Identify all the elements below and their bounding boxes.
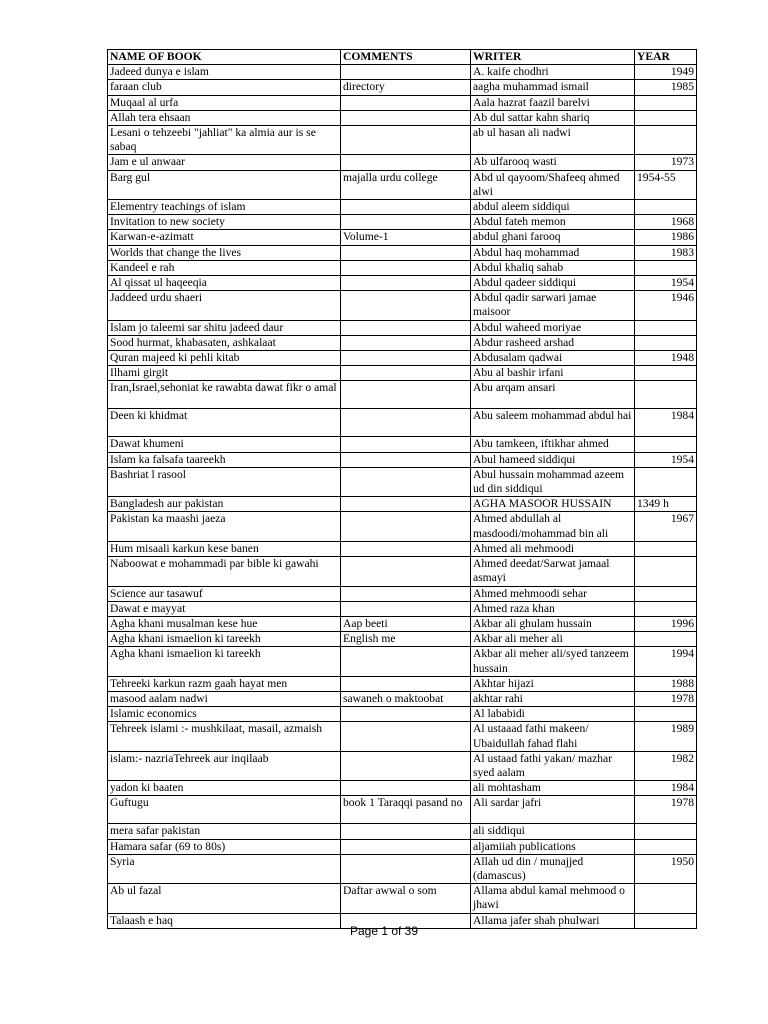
year-cell — [635, 110, 697, 125]
book-name-cell: Dawat e mayyat — [108, 601, 341, 616]
table-row — [108, 884, 697, 913]
year-cell — [635, 601, 697, 616]
table-row — [108, 601, 697, 616]
year-cell — [635, 884, 697, 913]
year-cell — [635, 320, 697, 335]
book-name-cell: Ab ul fazal — [108, 884, 341, 913]
comments-cell — [341, 437, 471, 452]
writer-cell: Abdul waheed moriyae — [471, 320, 635, 335]
year-cell: 1948 — [635, 351, 697, 366]
comments-cell — [341, 320, 471, 335]
book-name-cell: Pakistan ka maashi jaeza — [108, 512, 341, 541]
table-row — [108, 409, 697, 437]
book-name-cell: Barg gul — [108, 170, 341, 199]
page-number: Page 1 of 39 — [349, 924, 419, 938]
comments-cell — [341, 541, 471, 556]
writer-cell: ali mohtasham — [471, 781, 635, 796]
book-name-cell: Tehreeki karkun razm gaah hayat men — [108, 676, 341, 691]
table-row — [108, 632, 697, 647]
comments-cell: sawaneh o maktoobat — [341, 691, 471, 706]
writer-cell: Al lababidi — [471, 707, 635, 722]
table-row — [108, 707, 697, 722]
writer-cell: Abdul qadeer siddiqui — [471, 276, 635, 291]
book-name-cell: Naboowat e mohammadi par bible ki gawahi — [108, 557, 341, 586]
writer-cell: Allah ud din / munajjed (damascus) — [471, 854, 635, 883]
book-name-cell: faraan club — [108, 80, 341, 95]
writer-cell: Abdul qadir sarwari jamae maisoor — [471, 291, 635, 320]
table-row — [108, 126, 697, 155]
comments-cell — [341, 215, 471, 230]
year-cell: 1954 — [635, 452, 697, 467]
year-cell: 1983 — [635, 245, 697, 260]
comments-cell — [341, 781, 471, 796]
year-cell: 1984 — [635, 781, 697, 796]
book-name-cell: Hum misaali karkun kese banen — [108, 541, 341, 556]
year-cell: 1988 — [635, 676, 697, 691]
comments-cell — [341, 467, 471, 496]
year-cell: 1986 — [635, 230, 697, 245]
book-name-cell: Lesani o tehzeebi "jahliat" ka almia aur is se sabaq — [108, 126, 341, 155]
year-cell: 1989 — [635, 722, 697, 751]
table-row — [108, 467, 697, 496]
table-row — [108, 557, 697, 586]
book-name-cell: Hamara safar (69 to 80s) — [108, 839, 341, 854]
book-name-cell: mera safar pakistan — [108, 824, 341, 839]
table-row — [108, 351, 697, 366]
writer-cell: abdul ghani farooq — [471, 230, 635, 245]
table-row — [108, 276, 697, 291]
table-row — [108, 497, 697, 512]
table-row — [108, 335, 697, 350]
table-row — [108, 215, 697, 230]
writer-cell: Abdusalam qadwai — [471, 351, 635, 366]
comments-cell — [341, 291, 471, 320]
year-cell: 1973 — [635, 155, 697, 170]
year-cell: 1954-55 — [635, 170, 697, 199]
book-name-cell: Ilhami girgit — [108, 366, 341, 381]
book-name-cell: Guftugu — [108, 796, 341, 824]
writer-cell: A. kaife chodhri — [471, 65, 635, 80]
comments-cell — [341, 351, 471, 366]
comments-cell — [341, 601, 471, 616]
book-name-cell: Science aur tasawuf — [108, 586, 341, 601]
table-row — [108, 437, 697, 452]
table-row — [108, 95, 697, 110]
comments-cell — [341, 260, 471, 275]
year-cell — [635, 95, 697, 110]
writer-cell: AGHA MASOOR HUSSAIN — [471, 497, 635, 512]
table-row — [108, 291, 697, 320]
table-row — [108, 722, 697, 751]
year-cell: 1984 — [635, 409, 697, 437]
year-cell: 1946 — [635, 291, 697, 320]
table-row — [108, 320, 697, 335]
table-row — [108, 170, 697, 199]
book-name-cell: Bangladesh aur pakistan — [108, 497, 341, 512]
comments-cell: Daftar awwal o som — [341, 884, 471, 913]
year-cell — [635, 632, 697, 647]
year-cell: 1950 — [635, 854, 697, 883]
book-name-cell: Deen ki khidmat — [108, 409, 341, 437]
year-cell — [635, 437, 697, 452]
book-table — [107, 49, 697, 929]
book-name-cell: Jadeed dunya e islam — [108, 65, 341, 80]
writer-cell: aljamiiah publications — [471, 839, 635, 854]
year-cell — [635, 366, 697, 381]
comments-cell — [341, 452, 471, 467]
writer-cell: Ab dul sattar kahn shariq — [471, 110, 635, 125]
writer-cell: Abd ul qayoom/Shafeeq ahmed alwi — [471, 170, 635, 199]
book-name-cell: Jaddeed urdu shaeri — [108, 291, 341, 320]
book-name-cell: Tehreek islami :- mushkilaat, masail, azmaish — [108, 722, 341, 751]
comments-cell — [341, 839, 471, 854]
year-cell — [635, 586, 697, 601]
book-name-cell: Karwan-e-azimatt — [108, 230, 341, 245]
writer-cell: Al ustaad fathi yakan/ mazhar syed aalam — [471, 751, 635, 780]
year-cell — [635, 200, 697, 215]
book-name-cell: masood aalam nadwi — [108, 691, 341, 706]
comments-cell — [341, 245, 471, 260]
book-name-cell: Talaash e haq — [108, 913, 341, 928]
book-name-cell: islam:- nazriaTehreek aur inqilaab — [108, 751, 341, 780]
writer-cell: Akbar ali meher ali — [471, 632, 635, 647]
year-cell — [635, 381, 697, 409]
writer-cell: Allama abdul kamal mehmood o jhawi — [471, 884, 635, 913]
table-header-row — [108, 50, 697, 65]
table-row — [108, 200, 697, 215]
year-cell: 1978 — [635, 796, 697, 824]
writer-cell: Abu arqam ansari — [471, 381, 635, 409]
writer-cell: ali siddiqui — [471, 824, 635, 839]
comments-cell: Aap beeti — [341, 616, 471, 631]
writer-cell: abdul aleem siddiqui — [471, 200, 635, 215]
comments-cell — [341, 647, 471, 676]
year-cell: 1967 — [635, 512, 697, 541]
book-name-cell: Dawat khumeni — [108, 437, 341, 452]
comments-cell — [341, 155, 471, 170]
table-row — [108, 541, 697, 556]
year-cell: 1949 — [635, 65, 697, 80]
table-row — [108, 245, 697, 260]
table-row — [108, 230, 697, 245]
writer-cell: Abul hussain mohammad azeem ud din siddiqui — [471, 467, 635, 496]
table-row — [108, 854, 697, 883]
year-cell — [635, 707, 697, 722]
year-cell: 1349 h — [635, 497, 697, 512]
year-cell: 1982 — [635, 751, 697, 780]
table-row — [108, 512, 697, 541]
writer-cell: Aala hazrat faazil barelvi — [471, 95, 635, 110]
comments-cell: Volume-1 — [341, 230, 471, 245]
year-cell — [635, 467, 697, 496]
comments-cell: directory — [341, 80, 471, 95]
book-name-cell: Agha khani ismaelion ki tareekh — [108, 632, 341, 647]
writer-cell: Akbar ali meher ali/syed tanzeem hussain — [471, 647, 635, 676]
comments-cell — [341, 409, 471, 437]
book-name-cell: Jam e ul anwaar — [108, 155, 341, 170]
year-cell: 1978 — [635, 691, 697, 706]
book-name-cell: Worlds that change the lives — [108, 245, 341, 260]
comments-cell — [341, 824, 471, 839]
writer-cell: Abdul fateh memon — [471, 215, 635, 230]
header-writer: WRITER — [471, 50, 635, 65]
writer-cell: Abdul haq mohammad — [471, 245, 635, 260]
table-body — [108, 50, 697, 929]
book-name-cell: Invitation to new society — [108, 215, 341, 230]
book-name-cell: Bashriat l rasool — [108, 467, 341, 496]
book-name-cell: Sood hurmat, khabasaten, ashkalaat — [108, 335, 341, 350]
book-name-cell: Islamic economics — [108, 707, 341, 722]
writer-cell: Abdul khaliq sahab — [471, 260, 635, 275]
header-year: YEAR — [635, 50, 697, 65]
writer-cell: ab ul hasan ali nadwi — [471, 126, 635, 155]
book-name-cell: Quran majeed ki pehli kitab — [108, 351, 341, 366]
comments-cell — [341, 200, 471, 215]
table-row — [108, 452, 697, 467]
year-cell: 1985 — [635, 80, 697, 95]
writer-cell: Ab ulfarooq wasti — [471, 155, 635, 170]
table-row — [108, 676, 697, 691]
book-name-cell: Agha khani musalman kese hue — [108, 616, 341, 631]
comments-cell: book 1 Taraqqi pasand no — [341, 796, 471, 824]
year-cell: 1954 — [635, 276, 697, 291]
writer-cell: Akbar ali ghulam hussain — [471, 616, 635, 631]
writer-cell: aagha muhammad ismail — [471, 80, 635, 95]
writer-cell: Ahmed abdullah al masdoodi/mohammad bin ali — [471, 512, 635, 541]
writer-cell: Allama jafer shah phulwari — [471, 913, 635, 928]
header-comments: COMMENTS — [341, 50, 471, 65]
book-name-cell: Allah tera ehsaan — [108, 110, 341, 125]
table-row — [108, 260, 697, 275]
book-name-cell: Syria — [108, 854, 341, 883]
table-row — [108, 155, 697, 170]
table-row — [108, 796, 697, 824]
writer-cell: akhtar rahi — [471, 691, 635, 706]
writer-cell: Ahmed mehmoodi sehar — [471, 586, 635, 601]
writer-cell: Akhtar hijazi — [471, 676, 635, 691]
writer-cell: Abul hameed siddiqui — [471, 452, 635, 467]
table-row — [108, 65, 697, 80]
comments-cell — [341, 676, 471, 691]
table-row — [108, 839, 697, 854]
year-cell: 1968 — [635, 215, 697, 230]
year-cell — [635, 557, 697, 586]
writer-cell: Abu saleem mohammad abdul hai — [471, 409, 635, 437]
comments-cell — [341, 366, 471, 381]
book-name-cell: Al qissat ul haqeeqia — [108, 276, 341, 291]
comments-cell — [341, 512, 471, 541]
header-name-of-book: NAME OF BOOK — [108, 50, 341, 65]
table-row — [108, 616, 697, 631]
year-cell — [635, 335, 697, 350]
year-cell — [635, 839, 697, 854]
table-row — [108, 781, 697, 796]
book-name-cell: yadon ki baaten — [108, 781, 341, 796]
table-row — [108, 824, 697, 839]
year-cell: 1996 — [635, 616, 697, 631]
comments-cell — [341, 497, 471, 512]
table-row — [108, 381, 697, 409]
year-cell — [635, 126, 697, 155]
year-cell: 1994 — [635, 647, 697, 676]
writer-cell: Abu al bashir irfani — [471, 366, 635, 381]
book-name-cell: Agha khani ismaelion ki tareekh — [108, 647, 341, 676]
writer-cell: Ali sardar jafri — [471, 796, 635, 824]
comments-cell — [341, 110, 471, 125]
comments-cell — [341, 95, 471, 110]
comments-cell — [341, 557, 471, 586]
writer-cell: Ahmed ali mehmoodi — [471, 541, 635, 556]
table-row — [108, 751, 697, 780]
comments-cell — [341, 381, 471, 409]
comments-cell — [341, 65, 471, 80]
comments-cell — [341, 854, 471, 883]
table-row — [108, 647, 697, 676]
writer-cell: Abdur rasheed arshad — [471, 335, 635, 350]
year-cell — [635, 824, 697, 839]
book-name-cell: Kandeel e rah — [108, 260, 341, 275]
table-row — [108, 586, 697, 601]
table-row — [108, 691, 697, 706]
writer-cell: Ahmed deedat/Sarwat jamaal asmayi — [471, 557, 635, 586]
comments-cell: majalla urdu college — [341, 170, 471, 199]
comments-cell — [341, 126, 471, 155]
book-name-cell: Elementry teachings of islam — [108, 200, 341, 215]
comments-cell — [341, 722, 471, 751]
writer-cell: Al ustaaad fathi makeen/ Ubaidullah fahad flahi — [471, 722, 635, 751]
table-row — [108, 110, 697, 125]
writer-cell: Abu tamkeen, iftikhar ahmed — [471, 437, 635, 452]
book-name-cell: Islam jo taleemi sar shitu jadeed daur — [108, 320, 341, 335]
year-cell — [635, 541, 697, 556]
book-name-cell: Muqaal al urfa — [108, 95, 341, 110]
year-cell — [635, 260, 697, 275]
table-row — [108, 80, 697, 95]
writer-cell: Ahmed raza khan — [471, 601, 635, 616]
comments-cell — [341, 707, 471, 722]
comments-cell: English me — [341, 632, 471, 647]
book-name-cell: Islam ka falsafa taareekh — [108, 452, 341, 467]
book-name-cell: Iran,Israel,sehoniat ke rawabta dawat fikr o amal — [108, 381, 341, 409]
comments-cell — [341, 335, 471, 350]
table-row — [108, 366, 697, 381]
comments-cell — [341, 751, 471, 780]
comments-cell — [341, 276, 471, 291]
comments-cell — [341, 586, 471, 601]
